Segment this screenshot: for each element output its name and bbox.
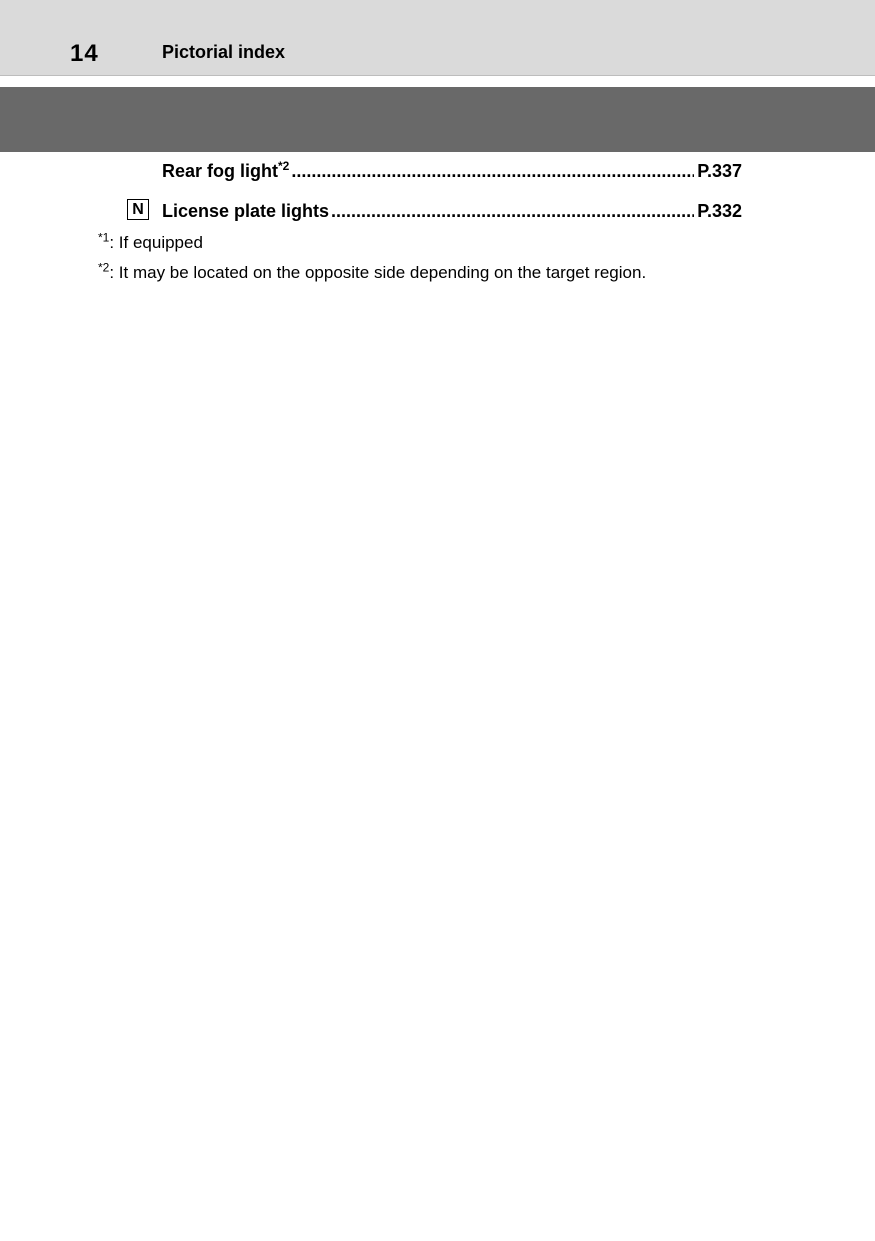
- section-title: Pictorial index: [162, 42, 286, 62]
- index-entry-license-plate-lights: [162, 201, 742, 225]
- page-header: [0, 0, 875, 76]
- index-entry-rear-fog-light: [162, 161, 742, 185]
- footnote-mark: *1: [98, 230, 110, 245]
- footnote-text: : It may be located on the opposite side depending on the target region.: [109, 263, 647, 282]
- page-number: 14: [70, 40, 99, 67]
- footnote-1: [98, 230, 203, 253]
- page-reference: P.337: [697, 161, 742, 181]
- footnote-2: [98, 260, 647, 283]
- entry-label: License plate lights: [162, 201, 330, 221]
- section-band: [0, 87, 875, 152]
- page-reference: P.332: [697, 201, 742, 221]
- leader-dots: [291, 161, 694, 182]
- entry-label: Rear fog light$^{*2}$: [162, 159, 290, 181]
- footnote-mark: *2: [98, 260, 110, 275]
- footnote-text: : If equipped: [109, 233, 203, 252]
- leader-dots: [331, 201, 694, 222]
- entry-footnote-mark: *2: [278, 159, 290, 173]
- marker-letter-box: N: [127, 199, 149, 220]
